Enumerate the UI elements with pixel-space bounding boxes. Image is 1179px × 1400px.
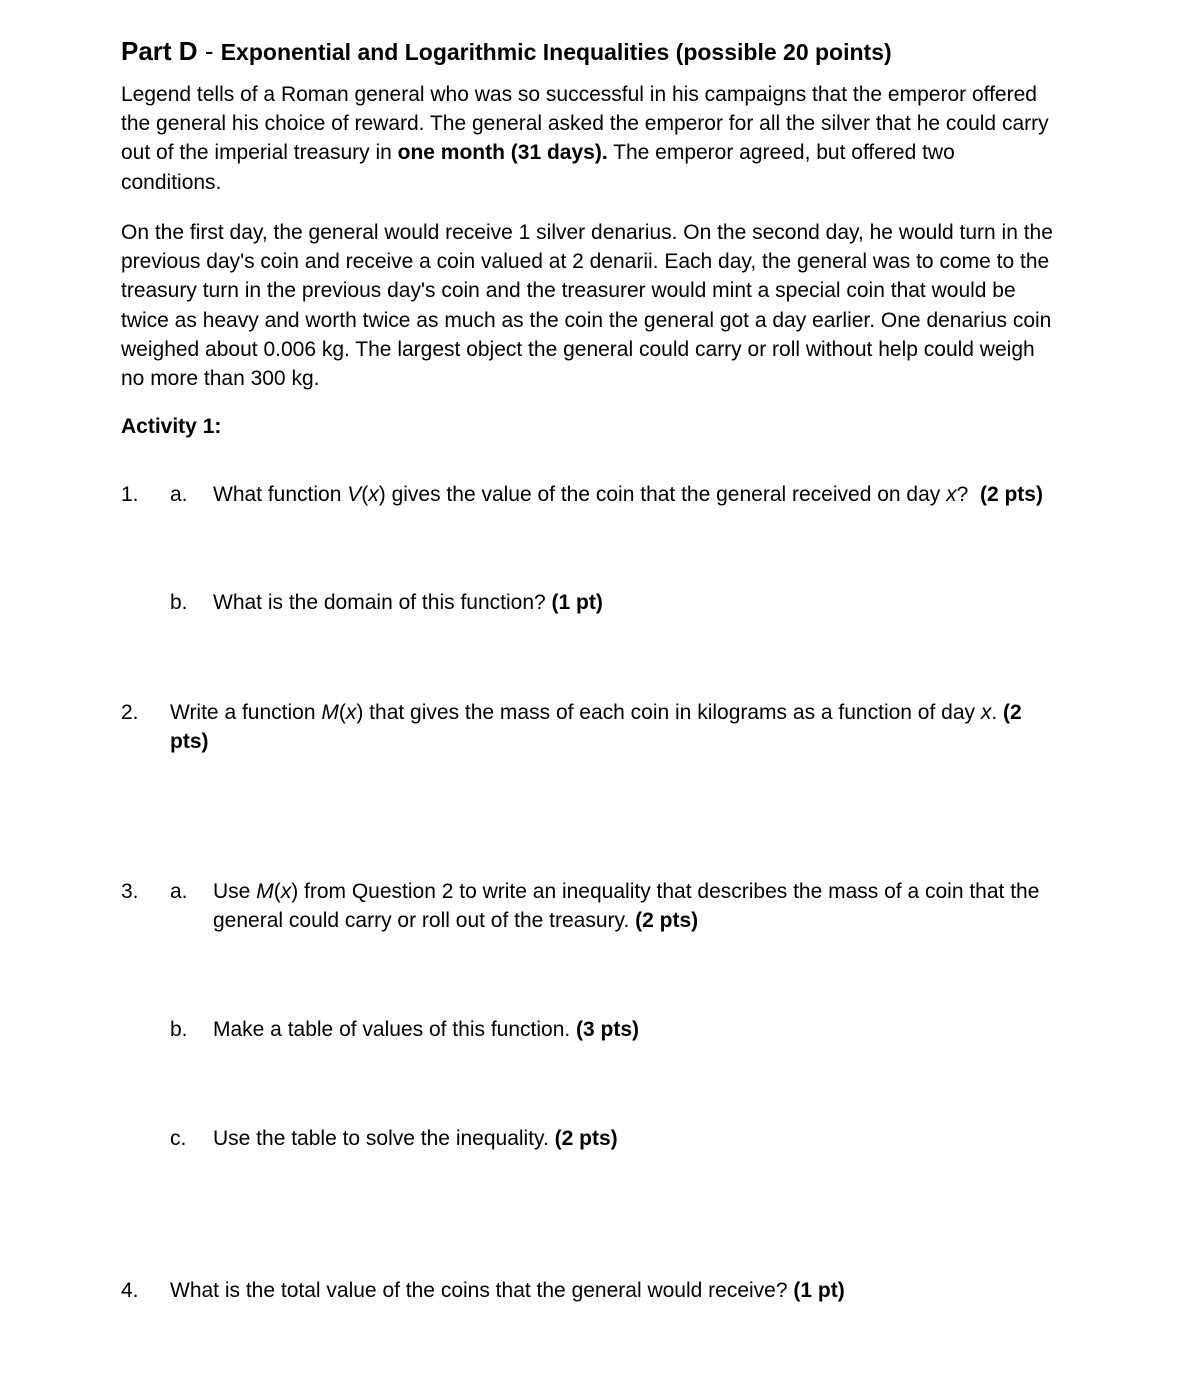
q-text: ? xyxy=(956,483,969,506)
conditions-line: weighed about 0.006 kg. The largest object the general could carry or roll without help could weigh xyxy=(121,337,1035,361)
intro-line: conditions. xyxy=(121,170,222,194)
intro-text: The emperor agreed, but offered two xyxy=(607,141,955,165)
q-variable: M xyxy=(321,701,339,724)
q-points: (2 pts) xyxy=(979,483,1043,506)
title-dash: - xyxy=(204,36,214,66)
q-text: What function xyxy=(213,483,348,506)
q-points: (1 pt) xyxy=(793,1279,845,1302)
q-text: ( xyxy=(338,701,346,724)
q-variable: M xyxy=(256,880,274,903)
q-text: Use xyxy=(213,880,257,903)
question-3c-text xyxy=(213,1124,618,1153)
q-variable: V xyxy=(347,483,362,506)
q-text: ( xyxy=(273,880,281,903)
q-text: general could carry or roll out of the treasury. xyxy=(213,909,636,932)
part-label: Part D xyxy=(121,36,198,66)
conditions-line: no more than 300 kg. xyxy=(121,367,320,391)
q-text: Write a function xyxy=(170,701,322,724)
intro-emphasis: one month (31 days). xyxy=(397,141,608,165)
title-subtitle: Exponential and Logarithmic Inequalities (possible 20 points) xyxy=(220,39,892,65)
q-text: Use the table to solve the inequality. xyxy=(213,1127,555,1150)
q-text: Make a table of values of this function. xyxy=(213,1018,577,1041)
conditions-paragraph xyxy=(121,218,1121,393)
q-text: ( xyxy=(361,483,369,506)
q-points: (3 pts) xyxy=(576,1018,640,1041)
conditions-line: twice as heavy and worth twice as much as the coin the general got a day earlier. One denarius coin xyxy=(121,308,1052,332)
q-text: . xyxy=(991,701,1004,724)
question-1-number: 1. xyxy=(121,483,139,506)
conditions-line: previous day's coin and receive a coin valued at 2 denarii. Each day, the general was to come to the xyxy=(121,250,1050,274)
question-1b-text xyxy=(213,588,603,617)
q-text: What is the domain of this function? xyxy=(213,591,552,614)
page-title xyxy=(121,33,892,70)
q-points: (2 pts) xyxy=(635,909,699,932)
question-3a-text xyxy=(213,877,1039,906)
question-3c-letter: c. xyxy=(170,1127,187,1150)
q-points: pts) xyxy=(170,730,209,753)
question-3a-text-line2 xyxy=(213,906,698,935)
question-1a-text xyxy=(213,480,1043,509)
question-1b-letter: b. xyxy=(170,591,188,614)
conditions-line: treasury turn in the previous day's coin and the treasurer would mint a special coin that would be xyxy=(121,279,1016,303)
q-variable: x xyxy=(345,701,357,724)
q-points: (1 pt) xyxy=(551,591,603,614)
q-text: What is the total value of the coins that the general would receive? xyxy=(170,1279,794,1302)
intro-line xyxy=(121,138,1121,167)
intro-paragraph xyxy=(121,80,1121,197)
question-3a-letter: a. xyxy=(170,880,188,903)
q-variable: x xyxy=(280,880,292,903)
intro-line: Legend tells of a Roman general who was so successful in his campaigns that the emperor offered xyxy=(121,83,1037,106)
question-2-text xyxy=(170,698,1022,727)
activity-heading: Activity 1: xyxy=(121,415,222,438)
q-points: (2 xyxy=(1003,701,1022,724)
question-3-number: 3. xyxy=(121,880,139,903)
question-3b-letter: b. xyxy=(170,1018,188,1041)
q-variable: x xyxy=(368,483,379,506)
question-2-number: 2. xyxy=(121,701,139,724)
intro-line: the general his choice of reward. The general asked the emperor for all the silver that he could carry xyxy=(121,112,1049,136)
q-points: (2 pts) xyxy=(554,1127,618,1150)
question-4-text xyxy=(170,1276,845,1305)
question-2-text-line2 xyxy=(170,727,209,756)
question-4-number: 4. xyxy=(121,1279,139,1302)
q-variable: x xyxy=(980,701,992,724)
question-3b-text xyxy=(213,1015,639,1044)
question-1a-letter: a. xyxy=(170,483,188,506)
q-text: ) from Question 2 to write an inequality that describes the mass of a coin that the xyxy=(291,880,1040,903)
q-text: ) that gives the mass of each coin in kilograms as a function of day xyxy=(356,701,981,724)
q-variable: x xyxy=(946,483,957,506)
intro-text: out of the imperial treasury in xyxy=(121,141,398,165)
conditions-line: On the first day, the general would receive 1 silver denarius. On the second day, he would turn in the xyxy=(121,221,1053,244)
q-text: ) gives the value of the coin that the general received on day xyxy=(378,483,947,506)
